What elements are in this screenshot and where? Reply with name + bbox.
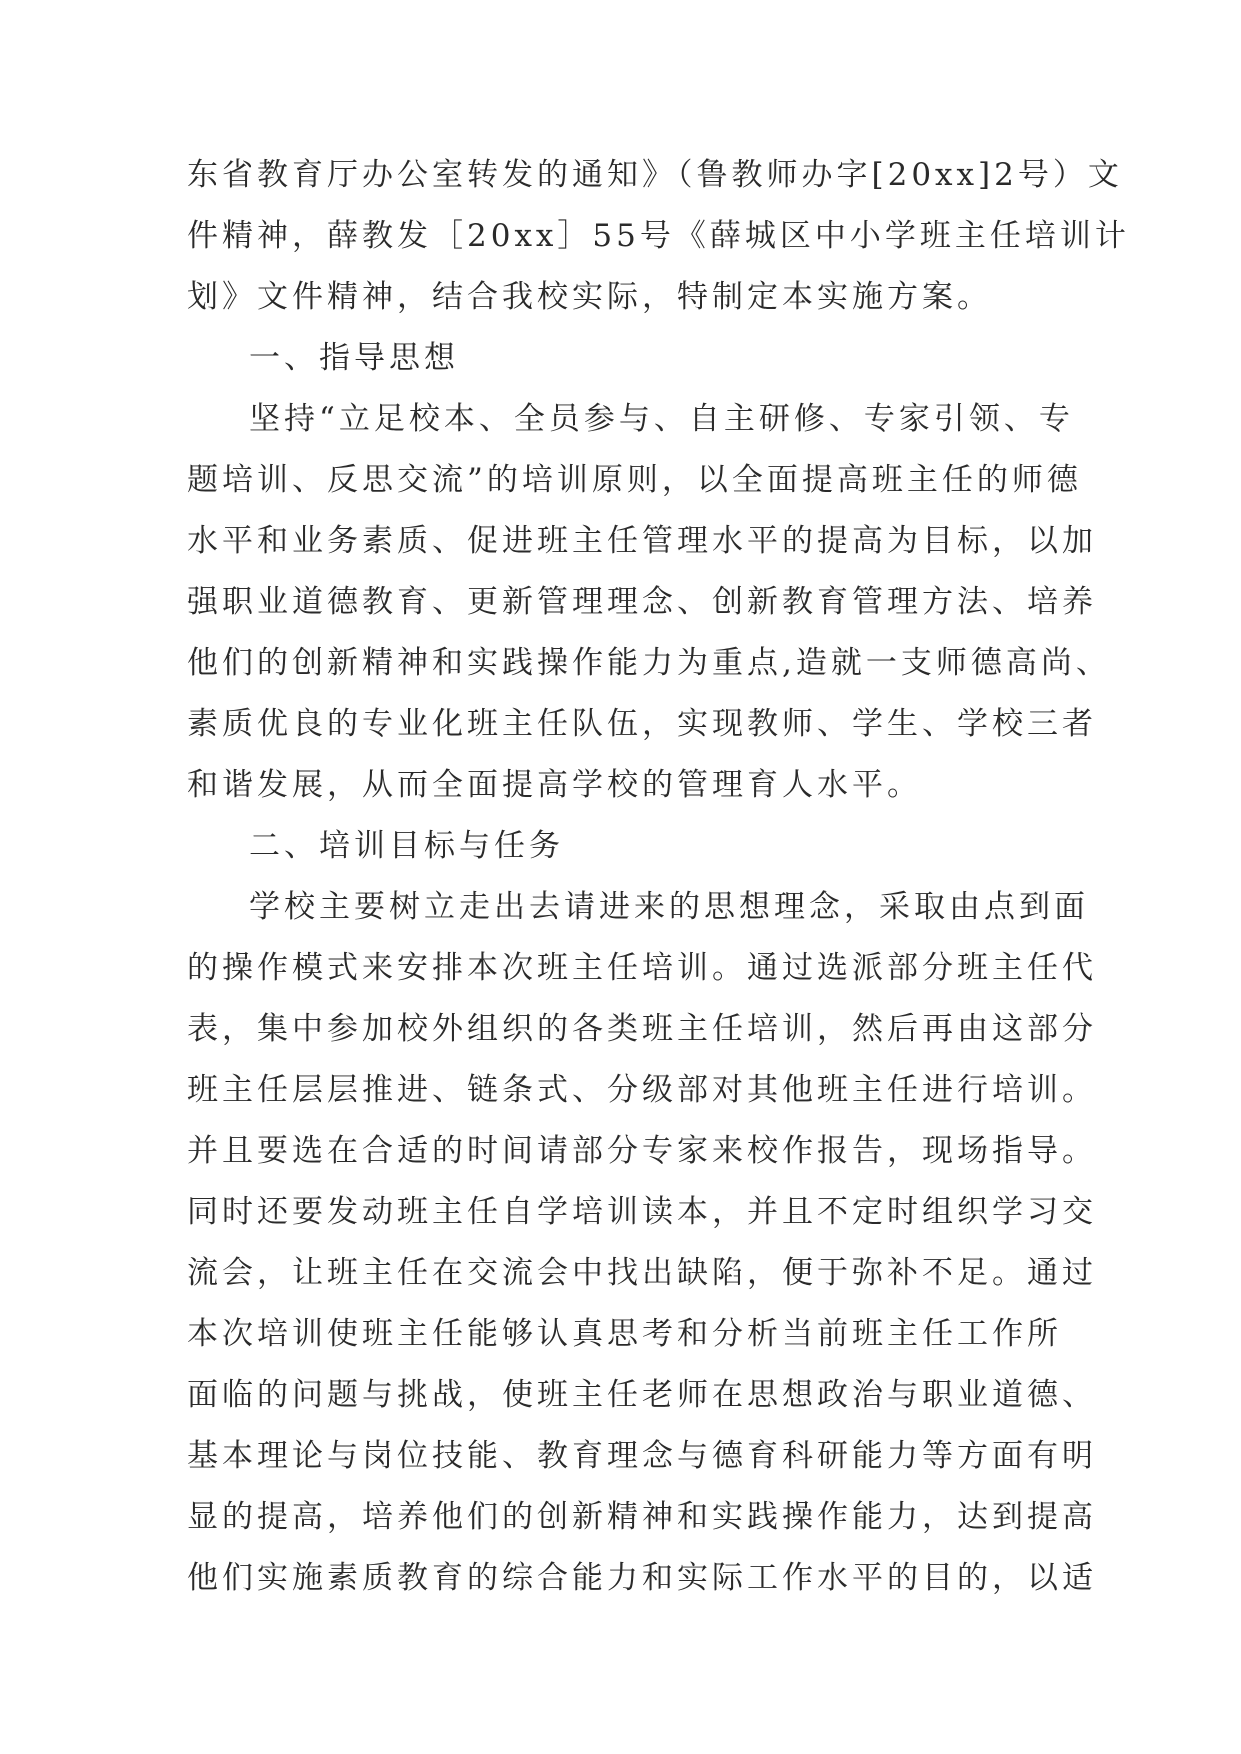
- text-line: 流会，让班主任在交流会中找出缺陷，便于弥补不足。通过: [187, 1255, 1097, 1291]
- section-heading: 二、培训目标与任务: [249, 828, 564, 864]
- text-line: 并且要选在合适的时间请部分专家来校作报告，现场指导。: [187, 1133, 1097, 1169]
- text-line: 的操作模式来安排本次班主任培训。通过选派部分班主任代: [187, 950, 1097, 986]
- text-line: 显的提高，培养他们的创新精神和实践操作能力，达到提高: [187, 1499, 1097, 1535]
- text-line: 素质优良的专业化班主任队伍，实现教师、学生、学校三者: [187, 706, 1097, 742]
- text-line: 基本理论与岗位技能、教育理念与德育科研能力等方面有明: [187, 1438, 1097, 1474]
- text-line: 同时还要发动班主任自学培训读本，并且不定时组织学习交: [187, 1194, 1097, 1230]
- text-line: 和谐发展，从而全面提高学校的管理育人水平。: [187, 767, 922, 803]
- text-line: 水平和业务素质、促进班主任管理水平的提高为目标，以加: [187, 523, 1097, 559]
- text-line: 题培训、反思交流”的培训原则，以全面提高班主任的师德: [187, 462, 1082, 498]
- text-line: 强职业道德教育、更新管理理念、创新教育管理方法、培养: [187, 584, 1097, 620]
- body-text: [187, 145, 1130, 1609]
- text-line: 划》文件精神，结合我校实际，特制定本实施方案。: [187, 279, 992, 315]
- section-heading: 一、指导思想: [249, 340, 459, 376]
- text-line: 件精神，薛教发［20xx］55号《薛城区中小学班主任培训计: [187, 218, 1130, 254]
- text-line: 本次培训使班主任能够认真思考和分析当前班主任工作所: [187, 1316, 1062, 1352]
- text-line: 他们的创新精神和实践操作能力为重点,造就一支师德高尚、: [187, 645, 1111, 681]
- text-line: 他们实施素质教育的综合能力和实际工作水平的目的，以适: [187, 1560, 1097, 1596]
- text-line: 面临的问题与挑战，使班主任老师在思想政治与职业道德、: [187, 1377, 1097, 1413]
- paragraph-start: 学校主要树立走出去请进来的思想理念，采取由点到面: [249, 889, 1089, 925]
- text-line: 班主任层层推进、链条式、分级部对其他班主任进行培训。: [187, 1072, 1097, 1108]
- paragraph-start: 坚持“立足校本、全员参与、自主研修、专家引领、专: [249, 401, 1074, 437]
- text-line: 表，集中参加校外组织的各类班主任培训，然后再由这部分: [187, 1011, 1097, 1047]
- text-line: 东省教育厅办公室转发的通知》（鲁教师办字[20xx]2号）文: [187, 157, 1123, 193]
